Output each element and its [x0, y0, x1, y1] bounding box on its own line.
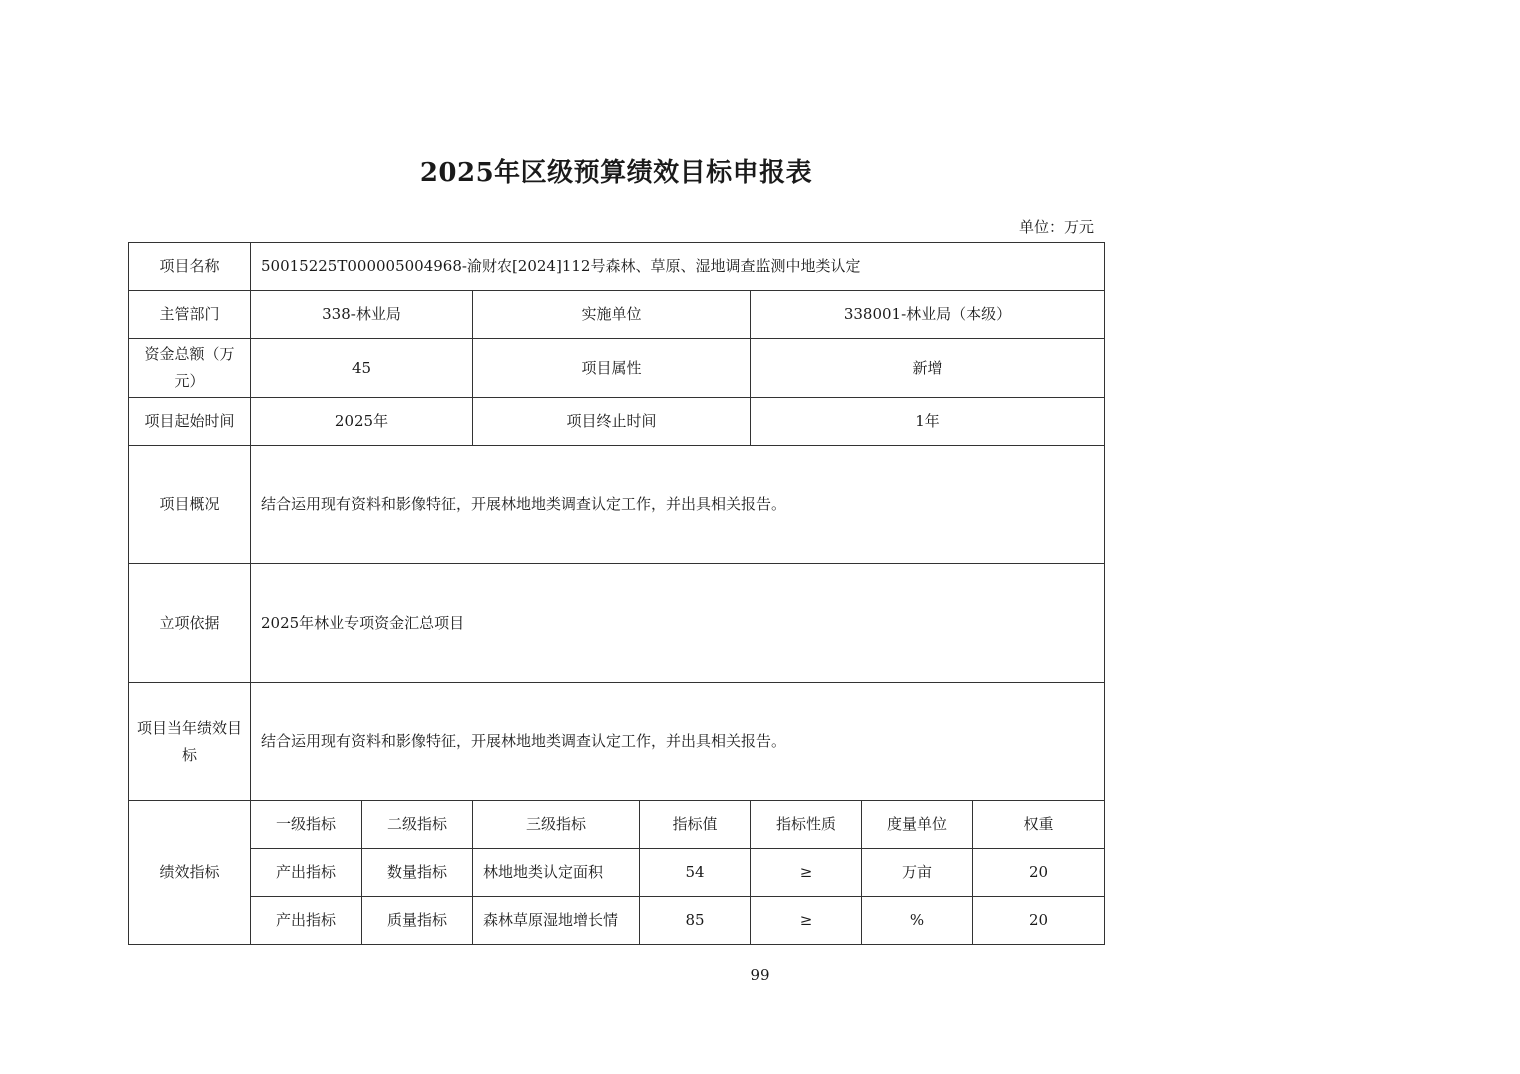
- annual-goal-label: 项目当年绩效目标: [129, 683, 251, 801]
- row-annual-goal: [129, 683, 1105, 801]
- row-overview: [129, 446, 1105, 564]
- row-project-name: [129, 243, 1105, 291]
- table-row: [129, 897, 1105, 945]
- header-weight: 权重: [973, 801, 1105, 849]
- measure-unit-cell: 万亩: [862, 849, 973, 897]
- overview-label: 项目概况: [129, 446, 251, 564]
- indicator-value-cell: 85: [640, 897, 751, 945]
- level1-cell: 产出指标: [251, 849, 362, 897]
- weight-cell: 20: [973, 897, 1105, 945]
- level2-cell: 数量指标: [362, 849, 473, 897]
- implementing-unit-label: 实施单位: [473, 291, 751, 339]
- header-level3: 三级指标: [473, 801, 640, 849]
- implementing-unit-value: 338001-林业局（本级）: [751, 291, 1105, 339]
- header-measure-unit: 度量单位: [862, 801, 973, 849]
- level1-cell: 产出指标: [251, 897, 362, 945]
- level2-cell: 质量指标: [362, 897, 473, 945]
- row-basis: [129, 564, 1105, 683]
- project-name-value: 50015225T000005004968-渝财农[2024]112号森林、草原、湿地调查监测中地类认定: [251, 243, 1105, 291]
- level3-cell: 森林草原湿地增长情: [473, 897, 640, 945]
- basis-label: 立项依据: [129, 564, 251, 683]
- overview-value: 结合运用现有资料和影像特征，开展林地地类调查认定工作，并出具相关报告。: [251, 446, 1105, 564]
- measure-unit-cell: %: [862, 897, 973, 945]
- start-time-label: 项目起始时间: [129, 398, 251, 446]
- project-name-label: 项目名称: [129, 243, 251, 291]
- row-funds: [129, 339, 1105, 398]
- total-funds-label: 资金总额（万元）: [129, 339, 251, 398]
- end-time-label: 项目终止时间: [473, 398, 751, 446]
- indicator-value-cell: 54: [640, 849, 751, 897]
- budget-performance-table: [128, 242, 1105, 945]
- department-value: 338-林业局: [251, 291, 473, 339]
- unit-label: 单位：万元: [1018, 218, 1094, 236]
- row-period: [129, 398, 1105, 446]
- start-time-value: 2025年: [251, 398, 473, 446]
- project-attribute-label: 项目属性: [473, 339, 751, 398]
- annual-goal-value: 结合运用现有资料和影像特征，开展林地地类调查认定工作，并出具相关报告。: [251, 683, 1105, 801]
- performance-label: 绩效指标: [129, 801, 251, 945]
- level3-cell: 林地地类认定面积: [473, 849, 640, 897]
- header-indicator-nature: 指标性质: [751, 801, 862, 849]
- indicator-nature-cell: ≥: [751, 897, 862, 945]
- performance-header-row: [129, 801, 1105, 849]
- basis-value: 2025年林业专项资金汇总项目: [251, 564, 1105, 683]
- row-department: [129, 291, 1105, 339]
- document-title: 2025年区级预算绩效目标申报表: [419, 158, 813, 188]
- department-label: 主管部门: [129, 291, 251, 339]
- weight-cell: 20: [973, 849, 1105, 897]
- page-number: 99: [750, 966, 770, 984]
- total-funds-value: 45: [251, 339, 473, 398]
- indicator-nature-cell: ≥: [751, 849, 862, 897]
- header-level1: 一级指标: [251, 801, 362, 849]
- header-indicator-value: 指标值: [640, 801, 751, 849]
- table-row: [129, 849, 1105, 897]
- end-time-value: 1年: [751, 398, 1105, 446]
- header-level2: 二级指标: [362, 801, 473, 849]
- project-attribute-value: 新增: [751, 339, 1105, 398]
